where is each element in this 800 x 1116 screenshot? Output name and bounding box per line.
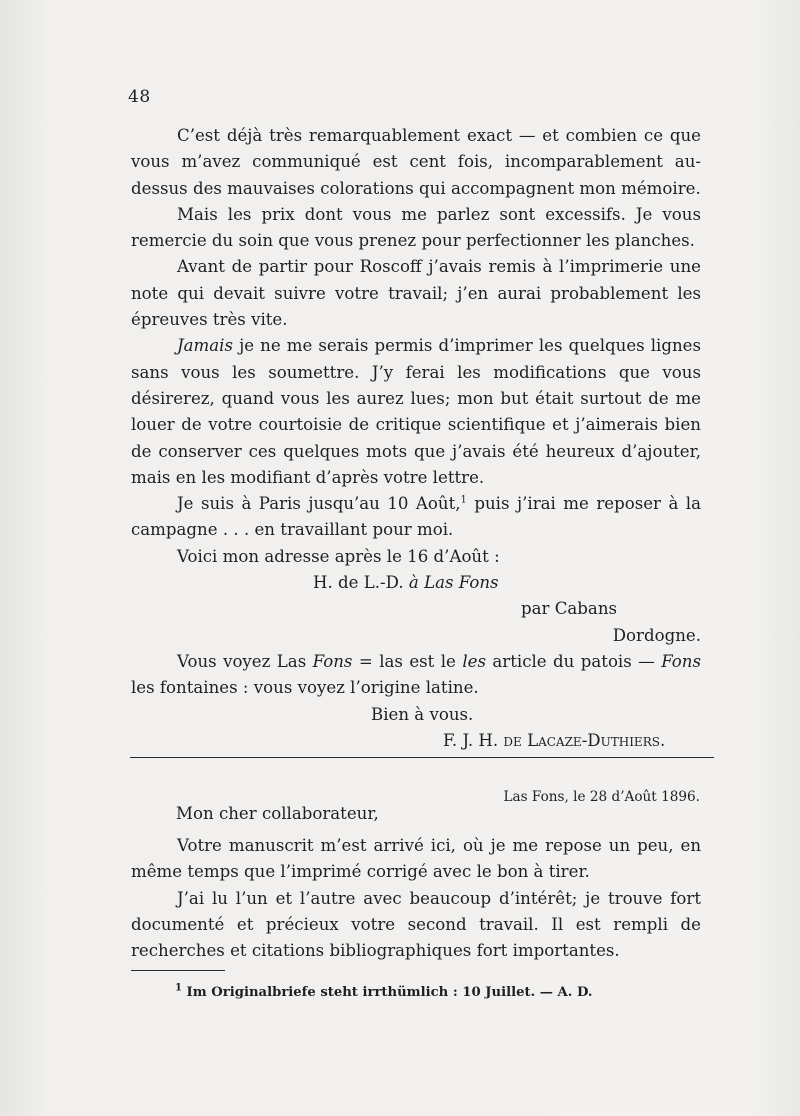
paragraph: Votre manuscrit m’est arrivé ici, où je me repose un peu, en même temps que l’imprimé corrigé avec le bon à tirer. [131, 836, 701, 882]
dateline: Las Fons, le 28 d’Août 1896. [503, 789, 700, 805]
emphasis-text: les [462, 651, 486, 671]
page-number: 48 [128, 87, 151, 107]
address-line-2: par Cabans [521, 599, 618, 619]
closing: Bien à vous. [371, 704, 474, 724]
paragraph-text: je ne me serais permis d’imprimer les quelques lignes sans vous les soumettre. J’y ferai les modifications que vous désirerez, quand vous les aurez lues; mon but était surtout de me louer de votre courtoisie de critique scientifique et j’aimerais bien de conserver ces quelques mots que j’avais été heureux d’ajouter, mais en les modifiant d’après votre lettre. [131, 336, 701, 487]
address-line-1 [131, 570, 701, 596]
address-name: H. de L.-D. [313, 573, 409, 593]
emphasis-text: Jamais [177, 336, 233, 356]
paragraph: Avant de partir pour Roscoff j’avais remis à l’imprimerie une note qui devait suivre votre travail; j’en aurai probablement les épreuves très vite. [131, 257, 701, 330]
letter-separator-rule [130, 757, 714, 758]
letter-2-body [131, 833, 701, 964]
footnote-marker: 1 [175, 982, 182, 994]
salutation: Mon cher collaborateur, [176, 804, 379, 823]
footnote-text: Im Originalbriefe steht irrthümlich : 10 Juillet. — A. D. [181, 985, 593, 1000]
paragraph-text: Je suis à Paris jusqu’au 10 Août, [177, 494, 461, 514]
paragraph: C’est déjà très remarquablement exact — et combien ce que vous m’avez communiqué est cent fois, incomparablement au-dessus des mauvaises colorations qui accompagnent mon mémoire. [131, 126, 701, 198]
emphasis-text: Fons [661, 651, 701, 671]
paragraph-text: = las est le [352, 651, 463, 671]
paragraph-text: les fontaines : vous voyez l’origine latine. [131, 678, 479, 698]
letter-1-body [131, 123, 701, 754]
signature: F. J. H. de Lacaze-Duthiers. [443, 730, 666, 750]
paragraph: Mais les prix dont vous me parlez sont excessifs. Je vous remercie du soin que vous prenez pour perfectionner les planches. [131, 204, 701, 251]
paragraph [131, 649, 701, 702]
emphasis-text: Fons [312, 651, 353, 671]
address-line-3: Dordogne. [612, 625, 701, 645]
footnote-rule [131, 970, 225, 971]
paragraph [131, 333, 701, 491]
paragraph-text: Vous voyez Las [177, 651, 313, 671]
paragraph-text: article du patois — [485, 651, 662, 671]
paragraph [131, 491, 701, 544]
footnote-marker: 1 [460, 494, 467, 506]
paragraph: J’ai lu l’un et l’autre avec beaucoup d’intérêt; je trouve fort documenté et précieux votre second travail. Il est rempli de recherches et citations bibliographiques fort importantes. [131, 888, 701, 961]
paragraph: Voici mon adresse après le 16 d’Août : [177, 546, 500, 566]
address-place: à Las Fons [408, 573, 499, 593]
paragraph-text: puis j’irai me reposer à la campagne . . . en travaillant pour moi. [131, 494, 702, 540]
footnote [175, 982, 593, 1000]
